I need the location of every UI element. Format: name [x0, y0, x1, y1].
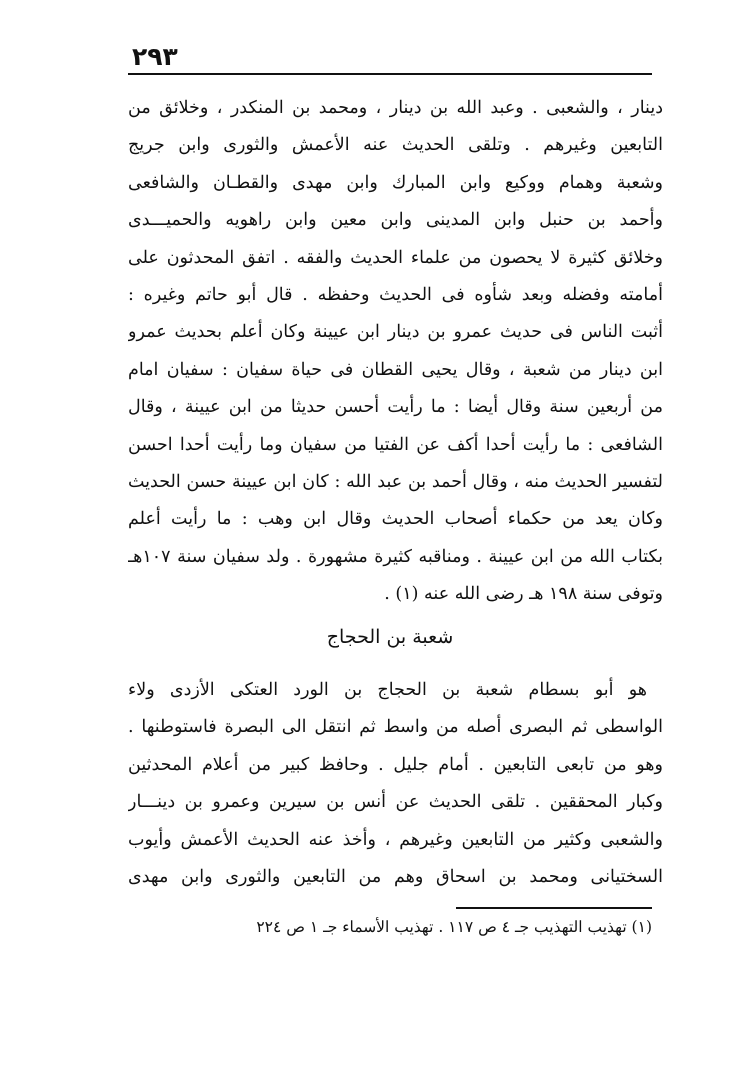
text-line: وأحمد بن حنبل وابن المدينى وابن معين وابن راهويه والحميـــدى — [128, 210, 663, 231]
text-line: وتوفى سنة ١٩٨ هـ رضى الله عنه (١) . — [384, 584, 663, 605]
paragraph-shuba — [128, 672, 663, 896]
text-line: ابن دينار من شعبة ، وقال يحيى القطان فى حياة سفيان : سفيان امام — [128, 359, 663, 380]
text-line: الشافعى : ما رأيت أحدا أكف عن الفتيا من سفيان وما رأيت أحدا احسن — [128, 434, 663, 455]
text-line: من أربعين سنة وقال أيضا : ما رأيت أحسن حديثا من ابن عيينة ، وقال — [128, 397, 663, 418]
text-line: أمامته وفضله وبعد شأوه فى الحديث وحفظه . قال أبو حاتم وغيره : — [128, 284, 663, 305]
text-line: لتفسير الحديث منه ، وقال أحمد بن عبد الله : كان ابن عيينة حسن الحديث — [128, 471, 663, 492]
text-line: وهو من تابعى التابعين . أمام جليل . وحافظ كبير من أعلام المحدثين — [128, 754, 663, 775]
text-line: وشعبة وهمام ووكيع وابن المبارك وابن مهدى والقطـان والشافعى — [128, 172, 663, 193]
text-line: وخلائق كثيرة لا يحصون من علماء الحديث والفقه . اتفق المحدثون على — [128, 247, 663, 268]
text-line: هو أبو بسطام شعبة بن الحجاج بن الورد العتكى الأزدى ولاء — [128, 680, 647, 700]
text-line: الواسطى ثم البصرى أصله من واسط ثم انتقل الى البصرة فاستوطنها . — [128, 717, 663, 738]
text-line: بكتاب الله من ابن عيينة . ومناقبه كثيرة مشهورة . ولد سفيان سنة ١٠٧هـ — [128, 546, 663, 567]
text-line: دينار ، والشعبى . وعبد الله بن دينار ، ومحمد بن المنكدر ، وخلائق من — [128, 98, 663, 118]
text-line: وكان يعد من حكماء أصحاب الحديث وقال ابن وهب : ما رأيت أعلم — [128, 509, 663, 530]
text-line: والشعبى وكثير من التابعين وغيرهم ، وأخذ عنه الحديث الأعمش وأيوب — [128, 829, 663, 850]
text-line: السختيانى ومحمد بن اسحاق وهم من التابعين والثورى وابن مهدى — [128, 866, 663, 887]
text-line: وكبار المحققين . تلقى الحديث عن أنس بن سيرين وعمرو بن دينـــار — [128, 792, 663, 813]
paragraph-sufyan — [128, 90, 663, 613]
section-title: شعبة بن الحجاج — [326, 626, 454, 648]
footnote-rule — [456, 907, 652, 909]
text-line: التابعين وغيرهم . وتلقى الحديث عنه الأعمش والثورى وابن جريج — [128, 135, 663, 156]
header-rule — [128, 73, 652, 75]
page-number: ٢٩٣ — [132, 42, 178, 71]
text-line: أثبت الناس فى حديث عمرو بن دينار ابن عيينة وكان أعلم بحديث عمرو — [128, 322, 663, 343]
footnote: (١) تهذيب التهذيب جـ ٤ ص ١١٧ . تهذيب الأسماء جـ ١ ص ٢٢٤ — [256, 918, 652, 936]
